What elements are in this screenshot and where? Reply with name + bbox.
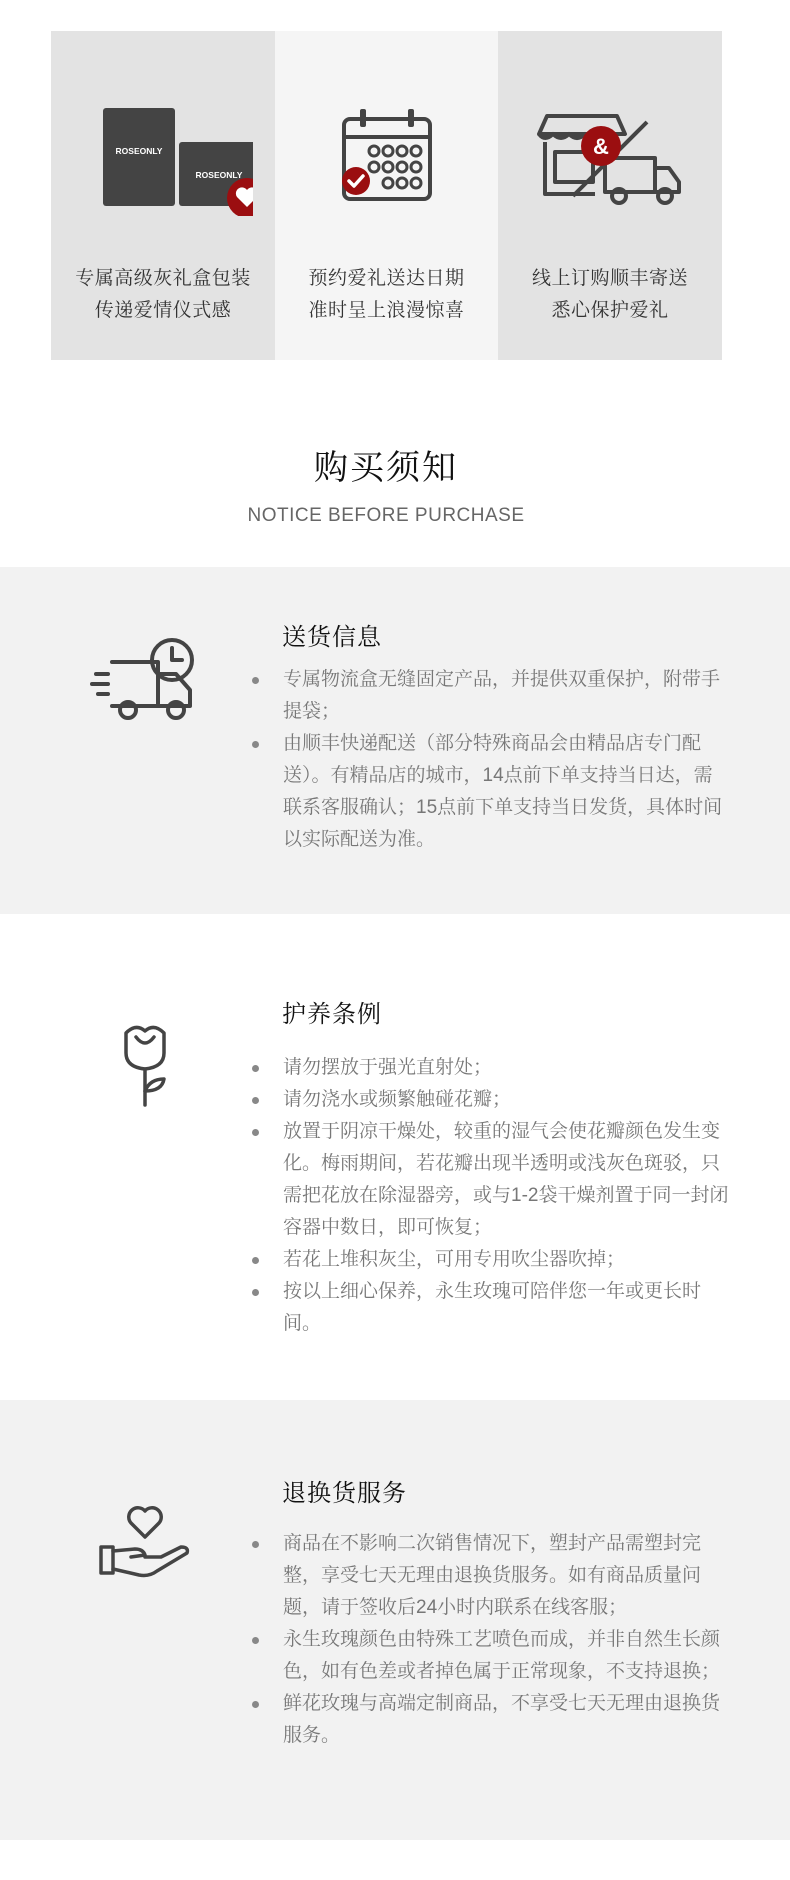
svg-text:&: & xyxy=(593,134,609,159)
feature-card-delivery xyxy=(498,31,722,360)
section-title: 送货信息 xyxy=(282,624,382,651)
section-title: 退换货服务 xyxy=(282,1480,407,1507)
list-item: 永生玫瑰颜色由特殊工艺喷色而成，并非自然生长颜色，如有色差或者掉色属于正常现象，不支持退换； xyxy=(250,1624,730,1688)
section-care xyxy=(0,914,790,1400)
delivery-truck-clock-icon xyxy=(85,627,205,727)
list-item: 鲜花玫瑰与高端定制商品，不享受七天无理由退换货服务。 xyxy=(250,1688,730,1752)
rose-icon xyxy=(85,1014,205,1114)
list-item: 专属物流盒无缝固定产品，并提供双重保护，附带手提袋； xyxy=(250,664,730,728)
feature-card-calendar xyxy=(275,31,498,360)
info-list xyxy=(250,1528,730,1752)
feature-text: 传递爱情仪式感 xyxy=(94,300,232,321)
store-truck-icon xyxy=(498,91,722,221)
section-delivery xyxy=(0,567,790,914)
list-item: 若花上堆积灰尘，可用专用吹尘器吹掉； xyxy=(250,1244,730,1276)
feature-text: 准时呈上浪漫惊喜 xyxy=(308,300,465,321)
section-returns xyxy=(0,1400,790,1840)
list-item: 请勿浇水或频繁触碰花瓣； xyxy=(250,1084,730,1116)
calendar-icon xyxy=(275,91,498,221)
page-title: 购买须知 xyxy=(314,449,458,487)
section-title: 护养条例 xyxy=(282,1001,382,1028)
list-item: 由顺丰快递配送（部分特殊商品会由精品店专门配送）。有精品店的城市，14点前下单支持当日达，需联系客服确认；15点前下单支持当日发货，具体时间以实际配送为准。 xyxy=(250,728,730,856)
page-subtitle: NOTICE BEFORE PURCHASE xyxy=(247,505,525,526)
list-item: 放置于阴凉干燥处，较重的湿气会使花瓣颜色发生变化。梅雨期间，若花瓣出现半透明或浅灰色斑驳，只需把花放在除湿器旁，或与1-2袋干燥剂置于同一封闭容器中数日，即可恢复； xyxy=(250,1116,730,1244)
feature-text: 专属高级灰礼盒包装 xyxy=(75,268,251,289)
feature-text: 线上订购顺丰寄送 xyxy=(531,268,688,289)
box-label: ROSEONLY xyxy=(195,170,243,180)
info-list xyxy=(250,664,730,856)
feature-card-giftbox xyxy=(51,31,275,360)
info-list xyxy=(250,1052,730,1340)
list-item: 请勿摆放于强光直射处； xyxy=(250,1052,730,1084)
hand-heart-icon xyxy=(85,1490,205,1590)
box-label: ROSEONLY xyxy=(115,146,163,156)
list-item: 商品在不影响二次销售情况下，塑封产品需塑封完整，享受七天无理由退换货服务。如有商品质量问题，请于签收后24小时内联系在线客服； xyxy=(250,1528,730,1624)
gift-box-icon xyxy=(51,91,275,221)
feature-cards xyxy=(51,31,722,360)
list-item: 按以上细心保养，永生玫瑰可陪伴您一年或更长时间。 xyxy=(250,1276,730,1340)
feature-text: 预约爱礼送达日期 xyxy=(308,268,465,289)
feature-text: 悉心保护爱礼 xyxy=(551,300,669,321)
